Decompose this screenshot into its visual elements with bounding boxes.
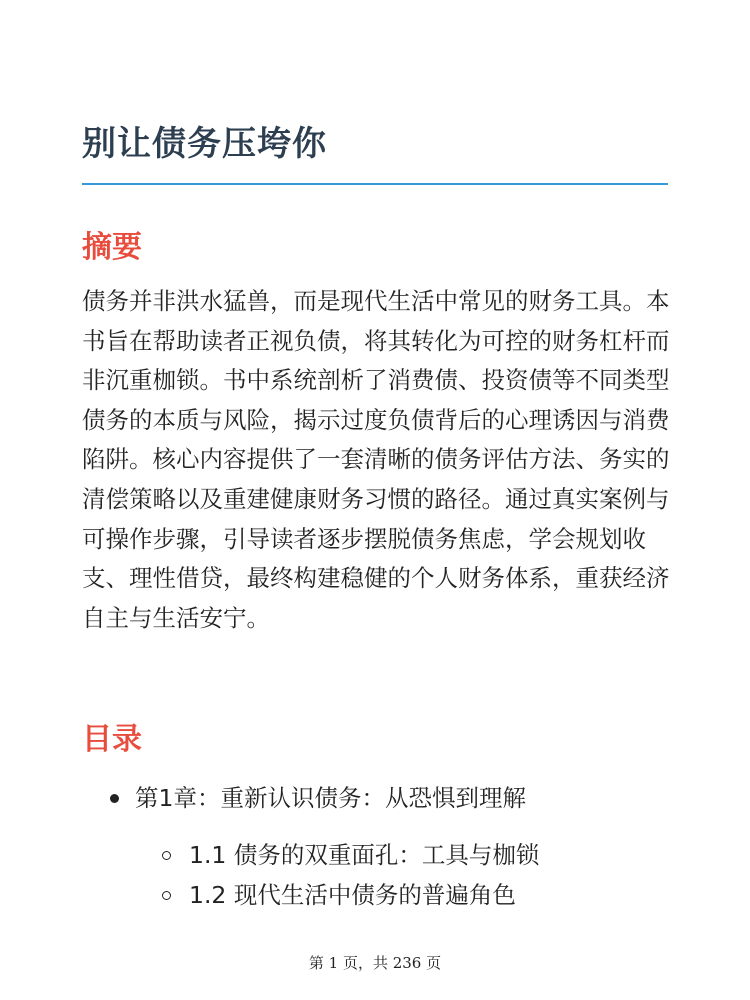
page-number-footer: 第 1 页，共 236 页 <box>308 954 442 972</box>
abstract-heading: 摘要 <box>82 230 142 265</box>
abstract-paragraph: 债务并非洪水猛兽，而是现代生活中常见的财务工具。本书旨在帮助读者正视负债，将其转化为可控的财务杠杆而非沉重枷锁。书中系统剖析了消费债、投资债等不同类型债务的本质与风险，揭示过度负债背后的心理诱因与消费陷阱。核心内容提供了一套清晰的债务评估方法、务实的清偿策略以及重建健康财务习惯的路径。通过真实案例与可操作步骤，引导读者逐步摆脱债务焦虑，学会规划收支、理性借贷，最终构建稳健的个人财务体系，重获经济自主与生活安宁。 <box>82 287 670 632</box>
bullet-circle-icon <box>162 851 171 860</box>
toc-section-label: 1.1 债务的双重面孔：工具与枷锁 <box>189 841 540 869</box>
bullet-circle-icon <box>162 891 171 900</box>
toc-section-1-1[interactable] <box>162 837 539 873</box>
toc-heading: 目录 <box>82 722 142 757</box>
toc-section-1-2[interactable] <box>162 877 516 913</box>
title-divider <box>82 183 668 185</box>
book-title: 别让债务压垮你 <box>82 124 327 164</box>
toc-chapter-1[interactable] <box>110 780 526 816</box>
toc-section-label: 1.2 现代生活中债务的普遍角色 <box>189 881 516 909</box>
toc-chapter-label: 第1章：重新认识债务：从恐惧到理解 <box>135 784 526 812</box>
bullet-disc-icon <box>110 794 119 803</box>
